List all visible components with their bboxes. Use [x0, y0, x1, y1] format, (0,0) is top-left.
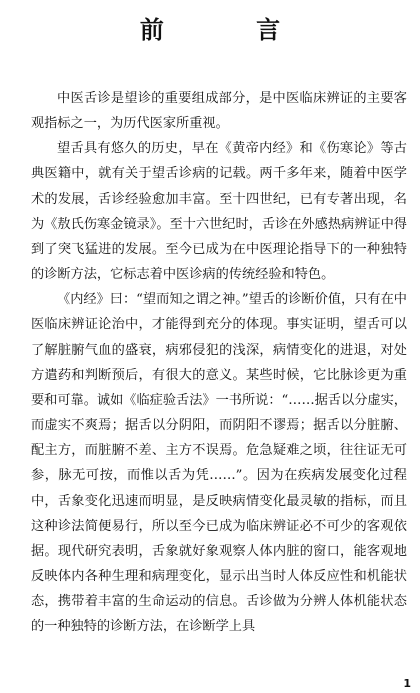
- page-title: 前 言: [139, 15, 323, 44]
- paragraph-value: 《内经》曰：“望而知之谓之神。”望舌的诊断价值，只有在中医临床辨证论治中，才能得到充分的体现。事实证明，望舌可以了解脏腑气血的盛衰，病邪侵犯的浅深，病情变化的进退，对处方遣药和判断预后，有很大的意义。某些时候，它比脉诊更为重要和可靠。诚如《临症验舌法》一书所说：“……据舌以分虚实，而虚实不爽焉；据舌以分阴阳，而阴阳不谬焉；据舌以分脏腑、配主方，而脏腑不差、主方不误焉。危急疑难之顷，往往证无可参，脉无可按，而惟以舌为凭……”。因为在疾病发展变化过程中，舌象变化迅速而明显，是反映病情变化最灵敏的指标，而且这种诊法简便易行，所以至今已成为临床辨证必不可少的客观依据。现代研究表明，舌象就好象观察人体内脏的窗口，能客观地反映体内各种生理和病理变化，显示出当时人体反应性和机能状态，携带着丰富的生命运动的信息。舌诊做为分辨人体机能状态的一种独特的诊断方法，在诊断学上具: [31, 292, 407, 635]
- paragraph-intro: 中医舌诊是望诊的重要组成部分，是中医临床辨证的主要客观指标之一，为历代医家所重视。: [31, 91, 407, 132]
- paragraph-history: 望舌具有悠久的历史，早在《黄帝内经》和《伤寒论》等古典医籍中，就有关于望舌诊病的记载。两千多年来，随着中医学术的发展，舌诊经验愈加丰富。至十四世纪，已有专著出现，名为《敖氏伤寒金镜录》。至十六世纪时，舌诊在外感热病辨证中得到了突飞猛进的发展。至今已成为在中医理论指导下的一种独特的诊断方法，它标志着中医诊病的传统经验和特色。: [31, 141, 407, 283]
- body-text: [31, 86, 407, 639]
- page-number: 1: [403, 677, 411, 690]
